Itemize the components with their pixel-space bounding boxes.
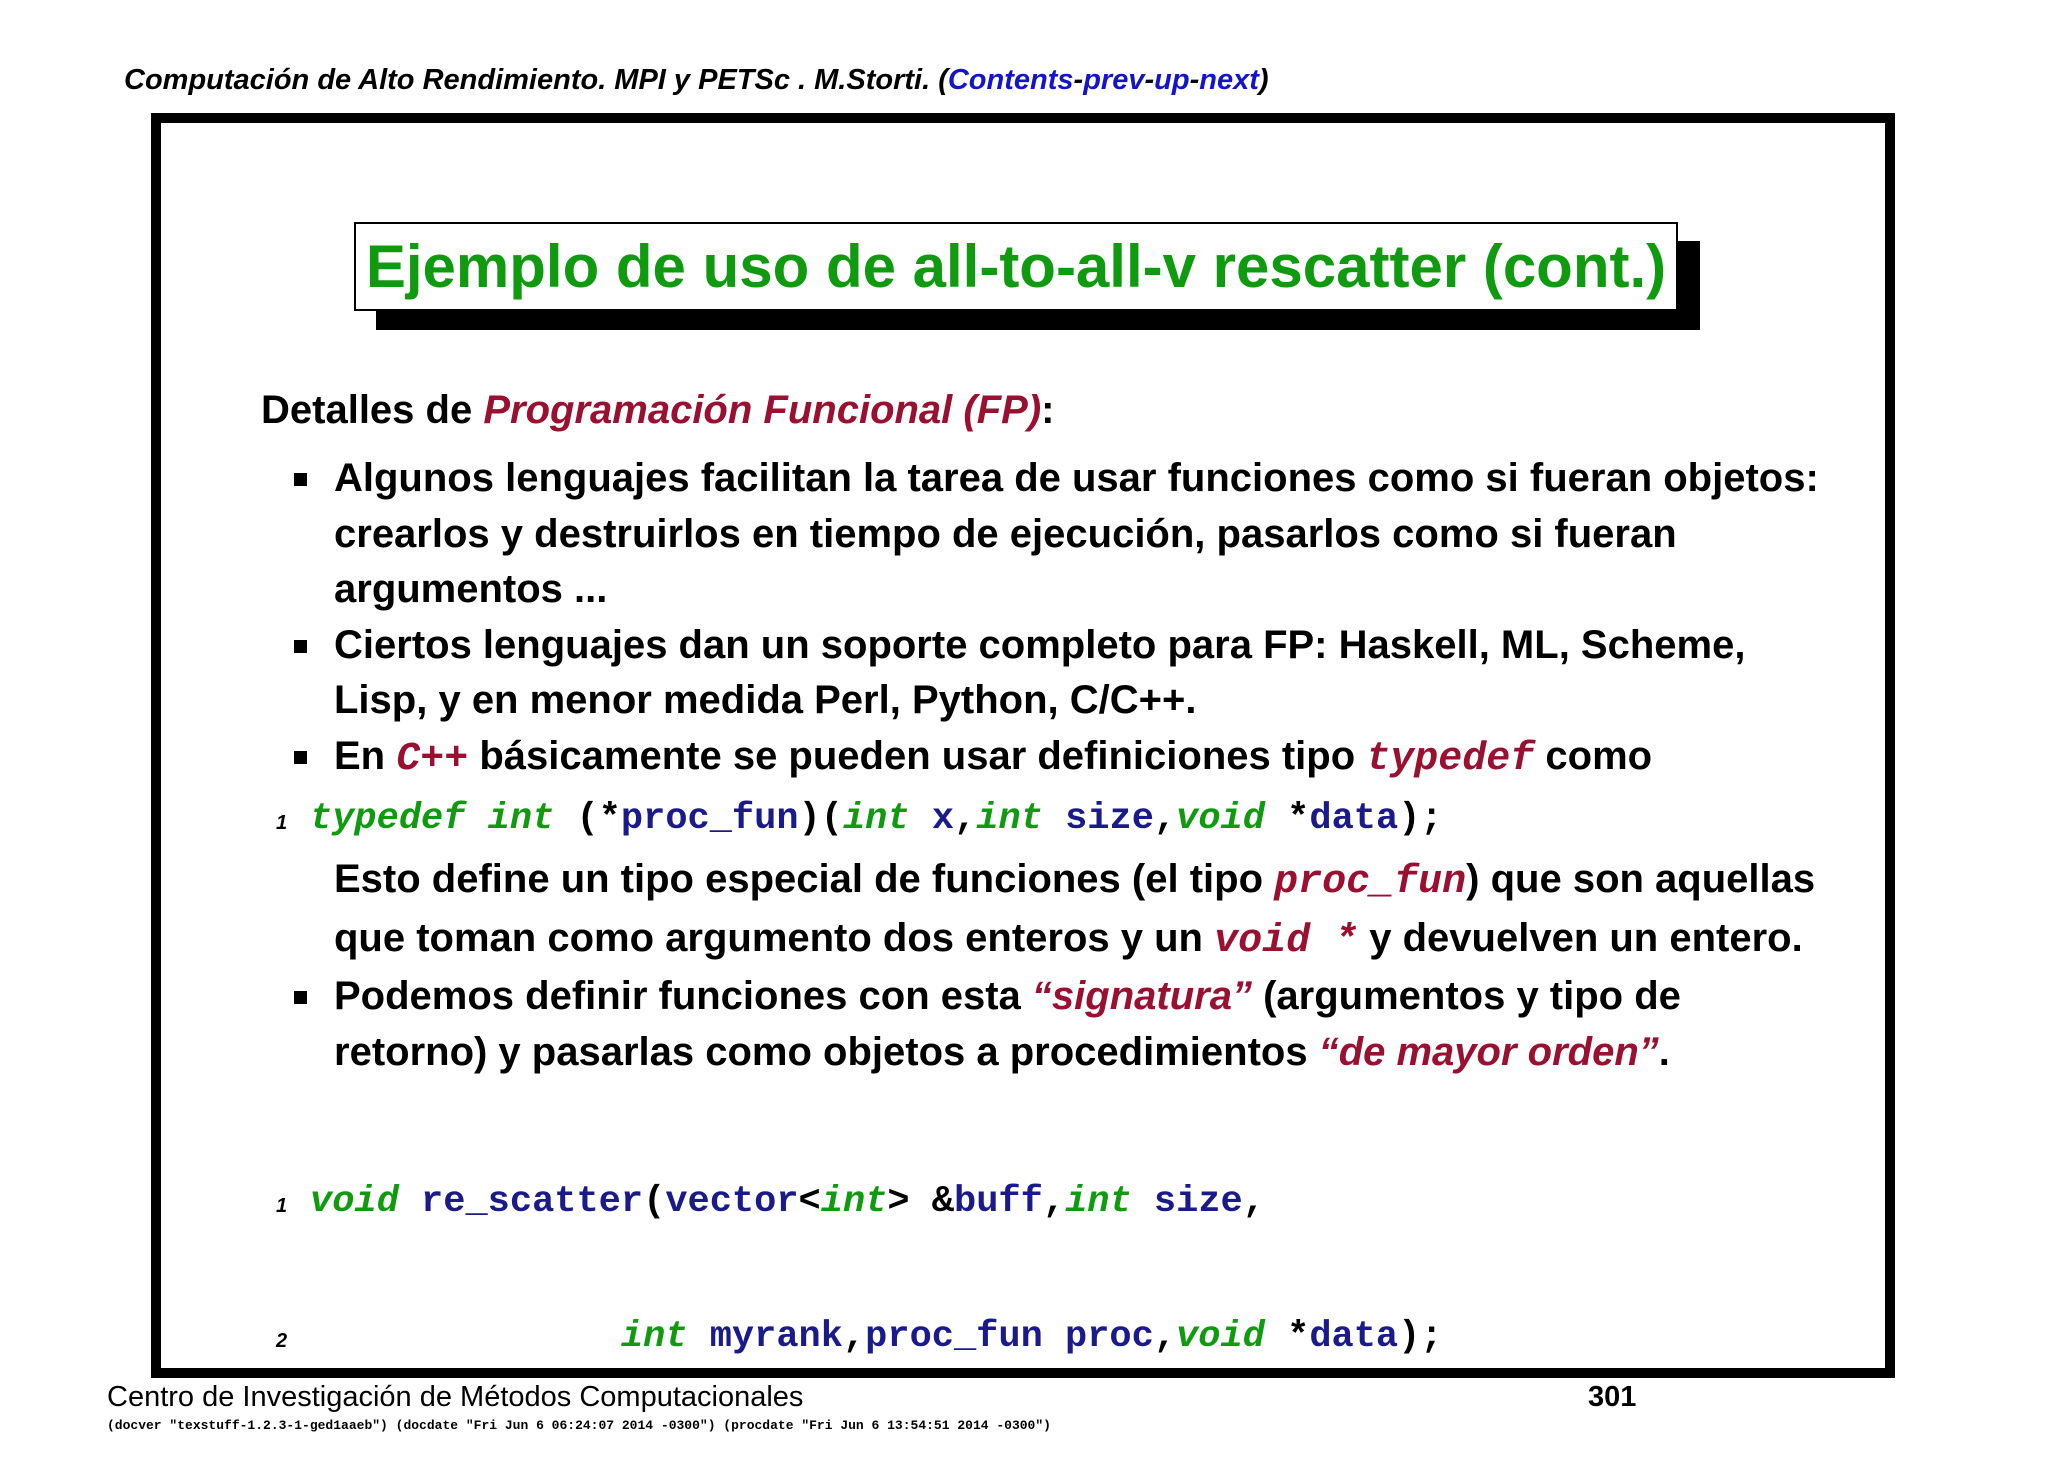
bullet-square-icon [294, 751, 307, 764]
bullet-list [261, 451, 1821, 787]
code-identifier: proc_fun [865, 1316, 1043, 1358]
code-token: , [1153, 1316, 1177, 1358]
code-identifier: data [1309, 1316, 1399, 1358]
bullet-text: Podemos definir funciones con esta [334, 974, 1032, 1018]
intro-text: Detalles de [261, 388, 484, 432]
inline-code-cpp: C++ [396, 736, 469, 782]
code-token: , [842, 1316, 866, 1358]
code-token [465, 798, 487, 840]
bullet-item-3 [261, 729, 1821, 788]
inline-code-typedef: typedef [1366, 736, 1535, 782]
bullet-text: como [1534, 733, 1653, 778]
nav-separator: - [1189, 64, 1200, 96]
code-token [1132, 1181, 1154, 1223]
nav-separator: - [1144, 64, 1155, 96]
typedef-explanation [261, 852, 1821, 969]
line-number: 2 [276, 1330, 288, 1352]
code-keyword: int [1065, 1181, 1132, 1223]
bullet-square-icon [294, 640, 307, 653]
code-identifier: buff [954, 1181, 1043, 1223]
code-token [1043, 1316, 1065, 1358]
code-identifier: size [1153, 1181, 1243, 1223]
code-keyword: int [842, 798, 910, 840]
para-text: Esto define un tipo especial de funciones (el tipo [334, 857, 1275, 901]
intro-line [261, 388, 1821, 433]
bullet-text: Ciertos lenguajes dan un soporte completo para FP: Haskell, ML, Scheme, Lisp, y en menor medida Perl, Python, C/C++. [334, 622, 1746, 722]
code-identifier: x [931, 798, 955, 840]
code-block-typedef [261, 797, 1821, 842]
bullet-text: Algunos lenguajes facilitan la tarea de usar funciones como si fueran objetos: crearlos y destruirlos en tiempo de ejecución, pasarlos como si fueran argumentos ... [334, 456, 1819, 611]
code-identifier: re_scatter [421, 1181, 644, 1223]
bullet-text: (argumentos y tipo de retorno) y pasarlas como objetos a procedimientos [334, 974, 1681, 1074]
code-identifier: proc_fun [620, 798, 799, 840]
code-identifier: size [1065, 798, 1154, 840]
code-token: (* [554, 798, 621, 840]
code-token: ( [643, 1181, 666, 1223]
bullet-item-4 [261, 969, 1821, 1080]
nav-contents-link[interactable]: Contents [947, 64, 1074, 96]
code-keyword: typedef [310, 798, 466, 840]
bullet-item-2 [261, 618, 1821, 729]
para-text: ) que son aquellas que toman como argumento dos enteros y un [334, 857, 1816, 960]
nav-prev-link[interactable]: prev [1083, 64, 1145, 96]
code-token: )( [798, 798, 843, 840]
inline-code-proc-fun: proc_fun [1274, 860, 1467, 905]
line-number: 1 [276, 812, 288, 834]
code-keyword: int [620, 1316, 688, 1358]
code-token: , [1242, 1181, 1265, 1223]
bullet-list-2 [261, 969, 1821, 1080]
code-keyword: int [487, 798, 555, 840]
nav-next-link[interactable]: next [1199, 64, 1259, 96]
inline-code-void-ptr: void * [1214, 918, 1359, 964]
code-token: ); [1398, 798, 1443, 840]
code-token [687, 1316, 709, 1358]
slide-title: Ejemplo de uso de all-to-all-v rescatter (cont.) [365, 233, 1667, 300]
code-token: < [798, 1181, 821, 1223]
bullet-item-1 [261, 451, 1821, 618]
code-line-2 [276, 1315, 1821, 1360]
nav-up-link[interactable]: up [1154, 64, 1190, 96]
emphasis-mayor-orden: “de mayor orden” [1318, 1029, 1659, 1074]
nav-separator: - [1073, 64, 1084, 96]
code-token: , [1153, 798, 1177, 840]
running-header [124, 64, 1269, 97]
bullet-text: En [334, 733, 397, 778]
intro-emphasis: Programación Funcional (FP) [483, 388, 1042, 432]
bullet-text: . [1658, 1029, 1670, 1074]
code-keyword: int [820, 1181, 888, 1223]
code-keyword: void [310, 1181, 399, 1223]
para-text: y devuelven un entero. [1358, 915, 1803, 960]
emphasis-signatura: “signatura” [1031, 974, 1252, 1018]
code-keyword: void [1176, 1316, 1265, 1358]
code-identifier: proc [1065, 1316, 1154, 1358]
footer-institution: Centro de Investigación de Métodos Computacionales [107, 1381, 804, 1413]
intro-colon: : [1041, 388, 1055, 432]
slide-content [261, 388, 1821, 1460]
page-number: 301 [1588, 1381, 1637, 1413]
code-keyword: int [976, 798, 1043, 840]
code-line-1 [276, 1180, 1821, 1225]
bullet-text: básicamente se pueden usar definiciones tipo [468, 733, 1367, 778]
code-token [1043, 798, 1065, 840]
code-token: * [1264, 798, 1310, 840]
title-box [354, 222, 1678, 311]
code-token: > & [887, 1181, 955, 1223]
header-close-paren: ) [1258, 64, 1269, 96]
code-token [910, 798, 932, 840]
code-indent [310, 1316, 621, 1358]
header-title: Computación de Alto Rendimiento. MPI y PETSc . M.Storti. ( [124, 64, 948, 96]
code-identifier: myrank [709, 1316, 843, 1358]
bullet-square-icon [294, 473, 307, 486]
code-token [399, 1181, 421, 1223]
code-identifier: data [1309, 798, 1399, 840]
line-number: 1 [276, 1195, 288, 1217]
bullet-square-icon [294, 991, 307, 1004]
footer-version-info: (docver "texstuff-1.2.3-1-ged1aaeb") (docdate "Fri Jun 6 06:24:07 2014 -0300") (procdate "Fri Jun 6 13:54:51 2014 -0300") [107, 1418, 1051, 1433]
code-token: , [1042, 1181, 1066, 1223]
code-token: , [954, 798, 977, 840]
code-identifier: vector [665, 1181, 799, 1223]
code-keyword: void [1176, 798, 1265, 840]
code-token: ); [1398, 1316, 1443, 1358]
code-token: * [1264, 1316, 1310, 1358]
